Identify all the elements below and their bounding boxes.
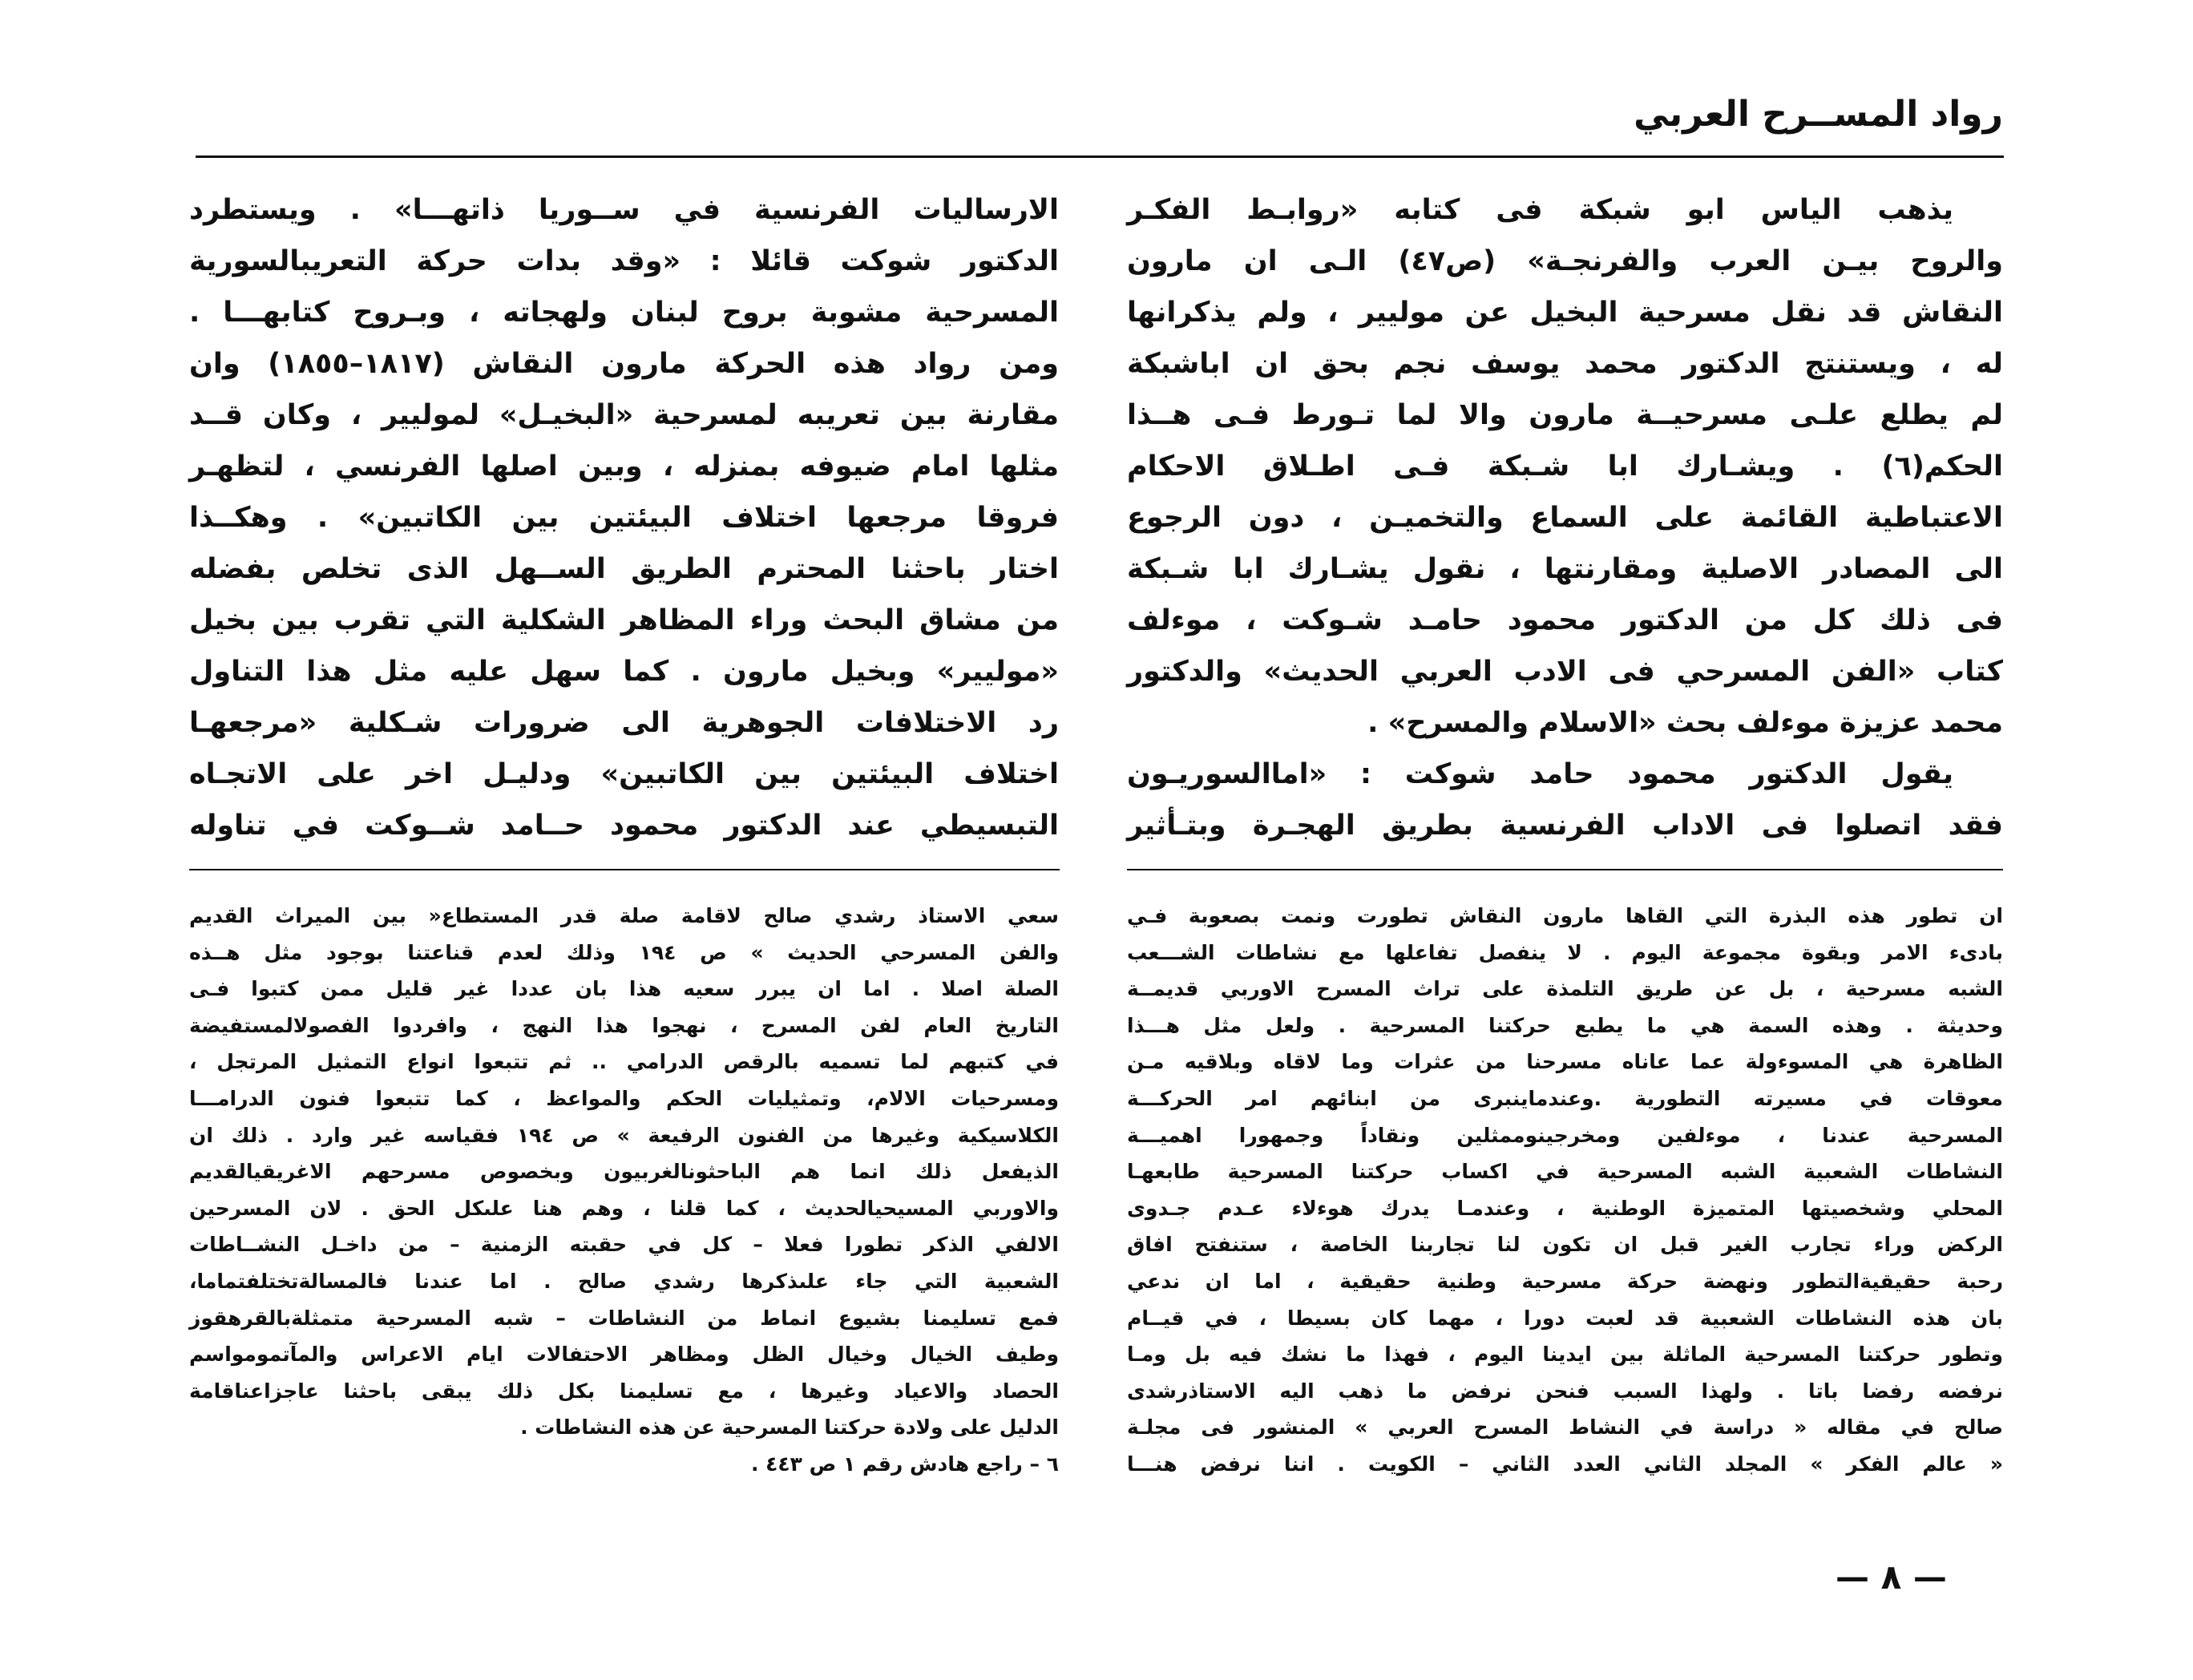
main-column-left xyxy=(189,184,1059,851)
footnote-line: التاريخ العام لفن المسرح ، نهجوا هذا النهج ، وافردوا الفصولالمستفيضة xyxy=(189,1013,1059,1037)
main-line: النقاش قد نقل مسرحية البخيل عن موليير ، ولم يذكرانها xyxy=(1127,297,2003,329)
footnote-line: الحصاد والاعياد وغيرها ، مع تسليمنا بكل ذلك يبقى باحثنا عاجزاعناقامة xyxy=(189,1379,1059,1403)
footnote-line: نرفضه رفضا باتا . ولهذا السبب فنحن نرفض ما ذهب اليه الاستاذرشدى xyxy=(1127,1379,2003,1403)
header-rule xyxy=(196,155,2004,158)
main-line: الاعتباطية القائمة على السماع والتخميـن ، دون الرجوع xyxy=(1127,502,2003,534)
footnote-line: وحديثة . وهذه السمة هي ما يطبع حركتنا المسرحية . ولعل مثل هـــذا xyxy=(1127,1013,2003,1037)
footnote-line: المحلي وشخصيتها المتميزة الوطنية ، وعندمـا يدرك هوءلاء عـدم جـدوى xyxy=(1127,1196,2003,1220)
footnote-line: « عالم الفكر » المجلد الثاني العدد الثاني – الكويت . اننا نرفض هنـــا xyxy=(1127,1452,2003,1476)
main-line: فقد اتصلوا فى الاداب الفرنسية بطريق الهجـرة وبتـأثير xyxy=(1127,810,2003,842)
footnote-line: رحبة حقيقيةالتطور ونهضة حركة مسرحية وطنية حقيقية ، اما ان ندعي xyxy=(1127,1269,2003,1293)
main-line: يقول الدكتور محمود حامد شوكت : «اماالسوريـون xyxy=(1127,758,1953,790)
footnote-line: الشعبية التي جاء علىذكرها رشدي صالح . اما عندنا فالمسالةتختلفتماما، xyxy=(189,1269,1059,1293)
main-line: الارساليات الفرنسية في ســوريا ذاتهـــا» . ويستطرد xyxy=(189,194,1059,226)
footnote-line: الدليل على ولادة حركتنا المسرحية عن هذه النشاطات . xyxy=(520,1415,1059,1440)
main-line: فى ذلك كل من الدكتور محمود حامـد شـوكت ، موءلف xyxy=(1127,604,2003,636)
main-line: رد الاختلافات الجوهرية الى ضرورات شـكلية «مرجعهـا xyxy=(189,707,1059,739)
footnote-line: الذيفعل ذلك انما هم الباحثونالغربيون وبخصوص مسرحهم الاغريقيالقديم xyxy=(189,1160,1059,1184)
footnote-column-right xyxy=(1127,898,2003,1483)
footnote-column-left xyxy=(189,898,1059,1483)
footnote-line: والفن المسرحي الحديث » ص ١٩٤ وذلك لعدم قناعتنا بوجود مثل هــذه xyxy=(189,940,1059,964)
footnote-line: النشاطات الشعبية الشبه المسرحية في اكساب حركتنا المسرحية طابعهـا xyxy=(1127,1160,2003,1184)
main-line: يذهب الياس ابو شبكة فى كتابه «روابـط الفكـر xyxy=(1127,194,1953,226)
main-line: ومن رواد هذه الحركة مارون النقاش (١٨١٧–١٨٥٥) وان xyxy=(189,348,1059,380)
main-line: مقارنة بين تعريبه لمسرحية «البخيـل» لموليير ، وكان قــد xyxy=(189,399,1059,431)
main-line: اختلاف البيئتين بين الكاتبين» ودليـل اخر على الاتجـاه xyxy=(189,758,1059,790)
main-column-right xyxy=(1127,184,2003,851)
main-line: فروقا مرجعها اختلاف البيئتين بين الكاتبين» . وهكــذا xyxy=(189,502,1059,534)
main-line: الحكم(٦) . ويشـارك ابا شـبكة فـى اطـلاق الاحكام xyxy=(1127,450,2003,483)
main-line: التبسيطي عند الدكتور محمود حــامد شــوكت في تناوله xyxy=(189,810,1059,842)
footnote-line: صالح في مقاله « دراسة في النشاط المسرح العربي » المنشور فى مجلـة xyxy=(1127,1415,2003,1440)
footnote-rule-left xyxy=(189,869,1060,870)
footnote-line: سعي الاستاذ رشدي صالح لاقامة صلة قدر المستطاع« بين الميراث القديم xyxy=(189,904,1059,927)
main-line: «موليير» وبخيل مارون . كما سهل عليه مثل هذا التناول xyxy=(189,656,1059,688)
main-line: محمد عزيزة موءلف بحث «الاسلام والمسرح» . xyxy=(1367,707,2003,739)
footnote-line: الالفي الذكر تطورا فعلا – كل في حقبته الزمنية – من داخـل النشــاطات xyxy=(189,1233,1059,1257)
main-line: كتاب «الفن المسرحي فى الادب العربي الحديث» والدكتور xyxy=(1127,656,2003,688)
footnote-line: بان هذه النشاطات الشعبية قد لعبت دورا ، مهما كان بسيطا ، في قيــام xyxy=(1127,1306,2003,1330)
footnote-line: في كتبهم لما تسميه بالرقص الدرامي .. ثم تتبعوا انواع التمثيل المرتجل ، xyxy=(189,1050,1059,1074)
footnote-line: الظاهرة هي المسوءولة عما عاناه مسرحنا من عثرات وما لاقاه وبلاقيه مـن xyxy=(1127,1050,2003,1074)
footnote-line: المسرحية عندنا ، موءلفين ومخرجينوممثلين ونقاداً وجمهورا اهميـــة xyxy=(1127,1123,2003,1147)
main-line: والروح بيـن العرب والفرنجـة» (ص٤٧) الـى ان مارون xyxy=(1127,245,2004,277)
footnote-line: والاوربي المسيحيالحديث ، كما قلنا ، وهم هنا علىكل الحق . لان المسرحين xyxy=(189,1196,1059,1220)
footnote-line: فمع تسليمنا بشيوع انماط من النشاطات – شبه المسرحية متمثلةبالقرهقوز xyxy=(189,1306,1059,1330)
main-line: لم يطلع علـى مسرحيــة مارون والا لما تـورط فـى هــذا xyxy=(1127,399,2003,431)
footnote-line: ان تطور هذه البذرة التي القاها مارون النقاش تطورت ونمت بصعوبة فـي xyxy=(1127,904,2003,927)
main-line: اختار باحثنا المحترم الطريق الســهل الذى تخلص بفضله xyxy=(189,553,1059,585)
footnote-line: وتطور حركتنا المسرحية الماثلة بين ايدينا اليوم ، فهذا ما نشك فيه بل ومـا xyxy=(1127,1343,2003,1367)
footnote-rule-right xyxy=(1127,869,2003,870)
main-line: له ، ويستنتج الدكتور محمد يوسف نجم بحق ان اباشبكة xyxy=(1127,348,2003,380)
running-header-title: رواد المســرح العربي xyxy=(1634,94,2003,135)
main-line: من مشاق البحث وراء المظاهر الشكلية التي تقرب بين بخيل xyxy=(189,604,1059,636)
footnote-line: الكلاسيكية وغيرها من الفنون الرفيعة » ص ١٩٤ فقياسه غير وارد . ذلك ان xyxy=(189,1123,1059,1147)
footnote-line: ومسرحيات الالام، وتمثيليات الحكم والمواعظ ، كما تتبعوا فنون الدرامـــا xyxy=(189,1086,1059,1110)
footnote-line: وطيف الخيال وخيال الظل ومظاهر الاحتفالات ايام الاعراس والمآتمومواسم xyxy=(189,1343,1059,1367)
footnote-line: الشبه مسرحية ، بل عن طريق التلمذة على تراث المسرح الاوربي قديمــة xyxy=(1127,977,2003,1001)
footnote-line: بادىء الامر وبقوة مجموعة اليوم . لا ينفصل تفاعلها مع نشاطات الشـــعب xyxy=(1127,940,2003,964)
footnote-reference: ٦ – راجع هادش رقم ١ ص ٤٤٣ . xyxy=(750,1452,1059,1476)
main-line: مثلها امام ضيوفه بمنزله ، وبين اصلها الفرنسي ، لتظهـر xyxy=(189,450,1059,483)
main-line: الدكتور شوكت قائلا : «وقد بدات حركة التعريبالسورية xyxy=(189,245,1059,277)
footnote-line: الصلة اصلا . اما ان يبرر سعيه هذا بان عددا غير قليل ممن كتبوا فـى xyxy=(189,977,1059,1001)
page-number: — ٨ — xyxy=(1836,1557,1947,1597)
footnote-line: معوقات في مسيرته التطورية .وعندماينبرى من ابنائهم امر الحركـــة xyxy=(1127,1086,2003,1110)
footnote-line: الركض وراء تجارب الغير قبل ان تكون لنا تجاربنا الخاصة ، ستنفتح افاق xyxy=(1127,1233,2003,1257)
main-line: الى المصادر الاصلية ومقارنتها ، نقول يشـارك ابا شـبكة xyxy=(1127,553,2003,585)
main-line: المسرحية مشوبة بروح لبنان ولهجاته ، وبـروح كتابهـــا . xyxy=(189,297,1059,329)
